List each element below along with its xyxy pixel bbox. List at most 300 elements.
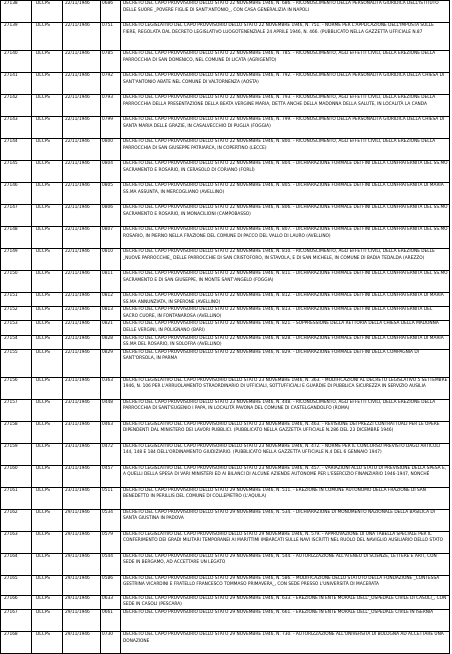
act-type: DLCPS bbox=[36, 117, 51, 122]
table-row bbox=[1, 631, 450, 653]
act-date: 22/11/1946 bbox=[65, 73, 90, 78]
act-number: 0534 bbox=[102, 509, 113, 515]
act-description: DECRETO LEGISLATIVO DEL CAPO PROVVISORIO DELLO STATO 23 NOVEMBRE 1946, N. 363. - MODIFICAZIONI AL DECRETO LEGISLATIVO 5 SETTEMBRE 1946, N. 106 PER L'ARRUOLAMENTO STRAORDINARIO DI UFFICIALI, SOTTUFFICIALI E GUARDIE DI PUBBLICA SICUREZZA IN SERVIZIO AUSILIA bbox=[123, 377, 448, 390]
row-number: 27143 bbox=[4, 117, 18, 122]
act-number-cell bbox=[101, 205, 121, 227]
act-description-cell bbox=[121, 399, 450, 421]
row-number-cell bbox=[1, 183, 32, 205]
act-number: 0457 bbox=[102, 465, 113, 471]
act-date: 22/11/1946 bbox=[65, 227, 90, 232]
act-description: DECRETO DEL CAPO PROVVISORIO DELLO STATO 22 NOVEMBRE 1946, N. 793. - RICONOSCIMENTO, AGLI EFFETTI CIVILI, DELLA EREZIONE DELLA PARROCCHIA DELLA PRESENTAZIONE DELLA BEATA VERGINE MARIA, DETTA ANCHE DELLA MADONNA DELLA SALUTE, IN LOCALITÀ LA CANDA bbox=[123, 95, 436, 107]
act-date: 23/11/1946 bbox=[65, 421, 90, 427]
act-number-cell bbox=[101, 227, 121, 249]
act-date: 29/11/1946 bbox=[65, 531, 90, 537]
row-number: 27145 bbox=[4, 161, 18, 166]
act-description-cell bbox=[121, 377, 450, 399]
act-number-cell bbox=[101, 553, 121, 575]
act-description-cell bbox=[121, 595, 450, 609]
act-type: DLCPS bbox=[36, 335, 51, 341]
act-type-cell bbox=[32, 531, 63, 553]
act-type: DLCPS bbox=[36, 51, 51, 56]
act-number-cell bbox=[101, 271, 121, 293]
act-date: 22/11/1946 bbox=[65, 335, 90, 341]
row-number-cell bbox=[1, 595, 32, 609]
row-number: 27164 bbox=[4, 553, 18, 559]
act-description-cell bbox=[121, 531, 450, 553]
act-description: DECRETO DEL CAPO PROVVISORIO DELLO STATO 22 NOVEMBRE 1946, N. 800. - RICONOSCIMENTO, AGLI EFFETTI CIVILI, DELLA EREZIONE DELLA PARROCCHIA DI SAN GIUSEPPE PATRIARCA, IN COPERTINO (LECCE) bbox=[123, 139, 436, 151]
act-type-cell bbox=[32, 399, 63, 421]
act-number-cell bbox=[101, 51, 121, 73]
act-type-cell bbox=[32, 183, 63, 205]
act-number: 0800 bbox=[102, 139, 113, 144]
act-number-cell bbox=[101, 595, 121, 609]
act-type: DLCPS bbox=[36, 307, 51, 313]
act-number: 0586 bbox=[102, 575, 113, 581]
row-number-cell bbox=[1, 631, 32, 653]
row-number-cell bbox=[1, 553, 32, 575]
act-date-cell bbox=[63, 73, 101, 95]
act-description-cell bbox=[121, 443, 450, 465]
row-number-cell bbox=[1, 377, 32, 399]
row-number-cell bbox=[1, 205, 32, 227]
act-type: DLCPS bbox=[36, 183, 51, 188]
act-number: 0730 bbox=[102, 631, 113, 637]
act-description-cell bbox=[121, 271, 450, 293]
act-description: DECRETO DEL CAPO PROVVISORIO DELLO STATO 22 NOVEMBRE 1946, N. 792. - RICONOSCIMENTO DELLA PERSONALITÀ GIURIDICA DELLA CHIESA DI SANT'ANTONIO ABATE NEL COMUNE DI VALTORNENZA (AOSTA) bbox=[123, 73, 445, 85]
act-date-cell bbox=[63, 51, 101, 73]
row-number: 27151 bbox=[4, 293, 18, 298]
row-number: 27150 bbox=[4, 271, 18, 276]
act-type: DLCPS bbox=[36, 271, 51, 276]
act-date-cell bbox=[63, 161, 101, 183]
act-date: 22/11/1946 bbox=[65, 183, 90, 188]
act-type-cell bbox=[32, 51, 63, 73]
table-row bbox=[1, 595, 450, 609]
act-date-cell bbox=[63, 377, 101, 399]
act-type: DLCPS bbox=[36, 443, 51, 449]
act-number: 0544 bbox=[102, 553, 113, 559]
row-number: 27158 bbox=[4, 421, 18, 427]
table-row bbox=[1, 205, 450, 227]
act-number: 0811 bbox=[102, 271, 113, 276]
act-description: DECRETO DEL CAPO PROVVISORIO DELLO STATO 22 NOVEMBRE 1946, N. 804. - DICHIARAZIONE FORMALE DEI FINI DELLA CONFRATERNITA DEL SS.MO SACRAMENTO E ROSARIO, IN CERASOLO DI CORIANO (FORLÌ) bbox=[123, 161, 448, 173]
act-description: DECRETO DEL CAPO PROVVISORIO DELLO STATO 29 NOVEMBRE 1946, N. 661. - EREZIONE IN ENTE MORALE DELL'_OSPEDALE CIVILE IN ISERNIA bbox=[123, 609, 434, 615]
row-number-cell bbox=[1, 531, 32, 553]
row-number: 27157 bbox=[4, 399, 18, 405]
act-description: DECRETO DEL CAPO PROVVISORIO DELLO STATO 22 NOVEMBRE 1946, N. 812. - DICHIARAZIONE FORMALE DEI FINI DELLA CONFRATERNITA DI MARIA SS.MA ANNUNZIATA, IN SPERONE (AVELLINO) bbox=[123, 293, 444, 305]
act-type: DLCPS bbox=[36, 139, 51, 144]
table-row bbox=[1, 1, 450, 23]
row-number: 27153 bbox=[4, 321, 18, 327]
table-row bbox=[1, 421, 450, 443]
act-date: 29/11/1946 bbox=[65, 631, 90, 637]
table-row bbox=[1, 465, 450, 487]
act-number: 0810 bbox=[102, 249, 113, 254]
act-number: 0511 bbox=[102, 487, 113, 493]
act-number-cell bbox=[101, 321, 121, 335]
act-number: 0806 bbox=[102, 205, 113, 210]
act-date-cell bbox=[63, 349, 101, 377]
table-row bbox=[1, 51, 450, 73]
row-number-cell bbox=[1, 23, 32, 51]
act-description-cell bbox=[121, 1, 450, 23]
act-description-cell bbox=[121, 631, 450, 653]
act-description-cell bbox=[121, 205, 450, 227]
row-number: 27167 bbox=[4, 609, 18, 615]
act-type-cell bbox=[32, 377, 63, 399]
act-date-cell bbox=[63, 609, 101, 631]
act-description-cell bbox=[121, 609, 450, 631]
act-type: DLCPS bbox=[36, 377, 51, 383]
act-description-cell bbox=[121, 509, 450, 531]
row-number: 27162 bbox=[4, 509, 18, 515]
act-type: DLCPS bbox=[36, 575, 51, 581]
act-description: DECRETO DEL CAPO PROVVISORIO DELLO STATO 22 NOVEMBRE 1946, N. 686. - RICONOSCIMENTO DELLA PERSONALITÀ GIURIDICA DELL'ISTITUTO DELLE SUORE _POVERE FIGLIE DI SANT'ANTONIO_, CON CASA GENERALIZIA IN NAPOLI bbox=[123, 1, 439, 13]
table-row bbox=[1, 249, 450, 271]
row-number-cell bbox=[1, 73, 32, 95]
table-row bbox=[1, 509, 450, 531]
act-description: DECRETO DEL CAPO PROVVISORIO DELLO STATO 29 NOVEMBRE 1946, N. 730. - AUTORIZZAZIONE ALL'UNIVERSITÀ DI BOLOGNA AD ACCETTARE UNA DONAZIONE bbox=[123, 631, 444, 644]
act-description-cell bbox=[121, 421, 450, 443]
act-number-cell bbox=[101, 249, 121, 271]
act-type: DLCPS bbox=[36, 349, 51, 355]
act-date-cell bbox=[63, 421, 101, 443]
act-type-cell bbox=[32, 161, 63, 183]
table-row bbox=[1, 183, 450, 205]
row-number: 27148 bbox=[4, 227, 18, 232]
act-number: 0821 bbox=[102, 321, 113, 327]
act-description: DECRETO DEL CAPO PROVVISORIO DELLO STATO 29 NOVEMBRE 1946, N. 633. - EREZIONE IN ENTE MORALE DELL'_OSPEDALE CIVILE DI CASOLI_, CON SEDE IN CASOLI (PESCARA) bbox=[123, 595, 447, 608]
act-number-cell bbox=[101, 23, 121, 51]
act-type-cell bbox=[32, 349, 63, 377]
act-number: 0463 bbox=[102, 421, 113, 427]
act-description-cell bbox=[121, 73, 450, 95]
act-date-cell bbox=[63, 487, 101, 509]
act-type-cell bbox=[32, 609, 63, 631]
table-row bbox=[1, 487, 450, 509]
act-type-cell bbox=[32, 117, 63, 139]
act-date: 23/11/1946 bbox=[65, 399, 90, 405]
act-description: DECRETO DEL CAPO PROVVISORIO DELLO STATO 22 NOVEMBRE 1946, N. 785. - RICONOSCIMENTO, AGLI EFFETTI CIVILI, DELLA EREZIONE DELLA PARROCCHIA DI SAN DOMENICO, NEL COMUNE DI LICATA (AGRIGENTO) bbox=[123, 51, 436, 63]
act-number-cell bbox=[101, 631, 121, 653]
row-number: 27144 bbox=[4, 139, 18, 144]
act-description: DECRETO DEL CAPO PROVVISORIO DELLO STATO 29 NOVEMBRE 1946, N. 534. - DICHIARAZIONE DI MONUMENTO NAZIONALE DELLA BASILICA DI SANTA GIUSTINA IN PADOVA bbox=[123, 509, 435, 522]
act-description-cell bbox=[121, 487, 450, 509]
act-date-cell bbox=[63, 139, 101, 161]
act-description-cell bbox=[121, 575, 450, 595]
row-number: 27165 bbox=[4, 575, 18, 581]
act-date-cell bbox=[63, 595, 101, 609]
table-row bbox=[1, 227, 450, 249]
row-number: 27147 bbox=[4, 205, 18, 210]
act-number-cell bbox=[101, 117, 121, 139]
act-number: 0579 bbox=[102, 531, 113, 537]
row-number-cell bbox=[1, 249, 32, 271]
act-date: 22/11/1946 bbox=[65, 349, 90, 355]
act-date: 22/11/1946 bbox=[65, 51, 90, 56]
act-date: 22/11/1946 bbox=[65, 139, 90, 144]
row-number: 27154 bbox=[4, 335, 18, 341]
act-description-cell bbox=[121, 183, 450, 205]
row-number: 27156 bbox=[4, 377, 18, 383]
row-number: 27160 bbox=[4, 465, 18, 471]
act-date-cell bbox=[63, 227, 101, 249]
act-number: 0799 bbox=[102, 117, 113, 122]
act-description-cell bbox=[121, 95, 450, 117]
act-type: DLCPS bbox=[36, 227, 51, 232]
act-description-cell bbox=[121, 139, 450, 161]
row-number: 27138 bbox=[4, 1, 18, 6]
act-type-cell bbox=[32, 487, 63, 509]
act-date: 23/11/1946 bbox=[65, 465, 90, 471]
act-number-cell bbox=[101, 161, 121, 183]
row-number: 27152 bbox=[4, 307, 18, 313]
act-date-cell bbox=[63, 205, 101, 227]
act-description: DECRETO DEL CAPO PROVVISORIO DELLO STATO 22 NOVEMBRE 1946, N. 821. - SOPPRESSIONE DELLA RETTORIA DELLA CHIESA DELLA MADONNA DELLE VERGINI, IN POLIGNANO (BARI) bbox=[123, 321, 439, 333]
row-number-cell bbox=[1, 509, 32, 531]
act-description-cell bbox=[121, 161, 450, 183]
act-date-cell bbox=[63, 335, 101, 349]
act-type: DLCPS bbox=[36, 1, 51, 6]
row-number-cell bbox=[1, 139, 32, 161]
act-description: DECRETO DEL CAPO PROVVISORIO DELLO STATO 22 NOVEMBRE 1946, N. 805. - DICHIARAZIONE FORMALE DEI FINI DELLA CONFRATERNITA DI MARIA SS.MA ASSUNTA, IN MERCOGLIANO (AVELLINO) bbox=[123, 183, 444, 195]
act-description: DECRETO DEL CAPO PROVVISORIO DELLO STATO 22 NOVEMBRE 1946, N. 813. - DICHIARAZIONE FORMALE DEI FINI DELLA CONFRATERNITA DEL SACRO CUORE, IN FONTANAROSA (AVELLINO) bbox=[123, 307, 433, 319]
act-type: DLCPS bbox=[36, 399, 51, 405]
act-date: 22/11/1946 bbox=[65, 307, 90, 313]
act-type-cell bbox=[32, 307, 63, 321]
act-number: 0633 bbox=[102, 595, 113, 601]
act-date: 23/11/1946 bbox=[65, 377, 90, 383]
act-date-cell bbox=[63, 575, 101, 595]
act-date-cell bbox=[63, 399, 101, 421]
act-type: DLCPS bbox=[36, 293, 51, 298]
act-description: DECRETO LEGISLATIVO DEL CAPO PROVVISORIO DELLO STATO 23 NOVEMBRE 1946, N. 463. - REVISIONE DEI PREZZI CONTRATTUALI PER LE OPERE DIPENDENTI DAL MINISTERO DEI LAVORI PUBBLICI. (PUBBLICATO NELLA GAZZETTA UFFICIALE N.286 DEL 23 DICEMBRE 1946) bbox=[123, 421, 440, 434]
act-type: DLCPS bbox=[36, 321, 51, 327]
act-description: DECRETO DEL CAPO PROVVISORIO DELLO STATO 29 NOVEMBRE 1946, N. 586. - MODIFICAZIONE DELLO STATUTO DELLA FONDAZIONE _CONTESSA GESTRINA VICARDINI E FRATELLO FRANCESCO TOMMASO PRIMAVERA_, CON SEDE PRESSO L'UNIVERSITÀ DI MACERATA bbox=[123, 575, 440, 588]
act-date-cell bbox=[63, 95, 101, 117]
act-date: 22/11/1946 bbox=[65, 321, 90, 327]
table-row bbox=[1, 575, 450, 595]
act-type-cell bbox=[32, 465, 63, 487]
row-number-cell bbox=[1, 399, 32, 421]
act-type-cell bbox=[32, 227, 63, 249]
row-number: 27142 bbox=[4, 95, 18, 100]
act-description: DECRETO DEL CAPO PROVVISORIO DELLO STATO 22 NOVEMBRE 1946, N. 806. - DICHIARAZIONE FORMALE DEI FINI DELLA CONFRATERNITA DEL SS.MO SACRAMENTO E ROSARIO, IN MONACILIONI (CAMPOBASSO) bbox=[123, 205, 448, 217]
act-description-cell bbox=[121, 465, 450, 487]
act-date: 22/11/1946 bbox=[65, 117, 90, 122]
act-date-cell bbox=[63, 293, 101, 307]
act-type-cell bbox=[32, 553, 63, 575]
act-type-cell bbox=[32, 1, 63, 23]
row-number: 27141 bbox=[4, 73, 18, 78]
act-description-cell bbox=[121, 293, 450, 307]
act-number: 0751 bbox=[102, 23, 113, 28]
act-type-cell bbox=[32, 631, 63, 653]
act-date-cell bbox=[63, 117, 101, 139]
table-row bbox=[1, 399, 450, 421]
row-number-cell bbox=[1, 307, 32, 321]
act-number: 0363 bbox=[102, 377, 113, 383]
act-date: 22/11/1946 bbox=[65, 95, 90, 100]
act-type: DLCPS bbox=[36, 531, 51, 537]
act-number-cell bbox=[101, 443, 121, 465]
act-description: DECRETO LEGISLATIVO DEL CAPO PROVVISORIO DELLO STATO 23 NOVEMBRE 1946, N. 472. - NORME PER IL CONCORSO PREVISTO DAGLI ARTICOLI 144, 148 E 184 DELL'ORDINAMENTO GIUDIZIARIO. (PUBBLICATO NELLA GAZZETTA UFFICIALE N.4 DEL 6 GENNAIO 1947) bbox=[123, 443, 441, 456]
act-type: DLCPS bbox=[36, 73, 51, 78]
row-number-cell bbox=[1, 227, 32, 249]
act-type-cell bbox=[32, 293, 63, 307]
act-date-cell bbox=[63, 271, 101, 293]
act-description-cell bbox=[121, 249, 450, 271]
row-number-cell bbox=[1, 443, 32, 465]
act-number-cell bbox=[101, 349, 121, 377]
act-type: DLCPS bbox=[36, 465, 51, 471]
act-number-cell bbox=[101, 465, 121, 487]
act-description: DECRETO DEL CAPO PROVVISORIO DELLO STATO 22 NOVEMBRE 1946, N. 811. - DICHIARAZIONE FORMALE DEI FINI DELLA CONFRATERNITA DEL SS.MO SACRAMENTO E DI SAN GIUSEPPE, IN MONTE SANT'ANGELO (FOGGIA) bbox=[123, 271, 448, 283]
act-date-cell bbox=[63, 553, 101, 575]
table-row bbox=[1, 349, 450, 377]
act-description: DECRETO DEL CAPO PROVVISORIO DELLO STATO 23 NOVEMBRE 1946, N. 448. - RICONOSCIMENTO, AGLI EFFETTI CIVILI, DELLA EREZIONE DELLA PARROCCHIA DI SANT'EUGENIO I PAPA, IN LOCALITÀ PAVONA DEL COMUNE DI CASTELGANDOLFO (ROMA) bbox=[123, 399, 436, 412]
act-type: DLCPS bbox=[36, 421, 51, 427]
act-type: DLCPS bbox=[36, 205, 51, 210]
act-date: 22/11/1946 bbox=[65, 271, 90, 276]
act-date: 29/11/1946 bbox=[65, 575, 90, 581]
act-description: DECRETO LEGISLATIVO DEL CAPO PROVVISORIO DELLO STATO 23 NOVEMBRE 1946, N. 457. - VARIAZIONI ALLO STATO DI PREVISIONE DELLA SPESA E, A QUELLI DELLA SPESA DI VARI MINISTERI ED AI BILANCI DI ALCUNE AZIENDE AUTONOME PER L'ESERCIZIO FINANZIARIO 1946-1947, NONCHÉ bbox=[123, 465, 447, 478]
table-row bbox=[1, 553, 450, 575]
act-number-cell bbox=[101, 139, 121, 161]
row-number-cell bbox=[1, 161, 32, 183]
act-date: 22/11/1946 bbox=[65, 161, 90, 166]
act-type-cell bbox=[32, 575, 63, 595]
act-number-cell bbox=[101, 399, 121, 421]
row-number-cell bbox=[1, 335, 32, 349]
act-number: 0829 bbox=[102, 349, 113, 355]
act-description: DECRETO DEL CAPO PROVVISORIO DELLO STATO 22 NOVEMBRE 1946, N. 810. - RICONOSCIMENTO, AGLI EFFETTI CIVILI, DELLA EREZIONE DELLE _NUOVE PARROCCHIE_ DELLE PARROCCHIE DI SAN CRISTOFORO, IN STAVOLA, E DI SAN MICHELE, IN COMUNE DI BADIA TEDALDA (AREZZO) bbox=[123, 249, 435, 261]
act-number: 0448 bbox=[102, 399, 113, 405]
act-number-cell bbox=[101, 421, 121, 443]
act-description: DECRETO LEGISLATIVO DEL CAPO PROVVISORIO DELLO STATO 22 NOVEMBRE 1946, N. 751. - NORME PER L'APPLICAZIONE DELL'IMPOSTA SULLE FIERE, REGOLATA DAL DECRETO LEGISLATIVO LUOGOTENENZIALE 24 APRILE 1946, N. 466. (PUBBLICATO NELLA GAZZETTA UFFICIALE N.87 bbox=[123, 23, 434, 35]
decree-table-body bbox=[1, 1, 450, 654]
act-date-cell bbox=[63, 307, 101, 321]
act-type: DLCPS bbox=[36, 487, 51, 493]
act-number-cell bbox=[101, 609, 121, 631]
act-description-cell bbox=[121, 51, 450, 73]
act-type-cell bbox=[32, 443, 63, 465]
act-type-cell bbox=[32, 421, 63, 443]
row-number: 27159 bbox=[4, 443, 18, 449]
act-number: 0807 bbox=[102, 227, 113, 232]
row-number-cell bbox=[1, 321, 32, 335]
act-date: 22/11/1946 bbox=[65, 23, 90, 28]
row-number-cell bbox=[1, 575, 32, 595]
act-number-cell bbox=[101, 95, 121, 117]
act-number: 0661 bbox=[102, 609, 113, 615]
act-date-cell bbox=[63, 23, 101, 51]
act-number: 0812 bbox=[102, 293, 113, 298]
table-row bbox=[1, 271, 450, 293]
row-number-cell bbox=[1, 421, 32, 443]
act-date-cell bbox=[63, 183, 101, 205]
act-type: DLCPS bbox=[36, 631, 51, 637]
row-number: 27155 bbox=[4, 349, 18, 355]
act-date-cell bbox=[63, 443, 101, 465]
act-number-cell bbox=[101, 293, 121, 307]
act-description: DECRETO DEL CAPO PROVVISORIO DELLO STATO 22 NOVEMBRE 1946, N. 799. - RICONOSCIMENTO DELLA PERSONALITÀ GIURIDICA DELLA CHIESA DI SANTA MARIA DELLE GRAZIE, IN CASALVECCHIO DI PUGLIA (FOGGIA) bbox=[123, 117, 445, 129]
act-type-cell bbox=[32, 509, 63, 531]
act-type-cell bbox=[32, 205, 63, 227]
act-description-cell bbox=[121, 307, 450, 321]
row-number-cell bbox=[1, 117, 32, 139]
act-description-cell bbox=[121, 227, 450, 249]
table-row bbox=[1, 609, 450, 631]
row-number-cell bbox=[1, 487, 32, 509]
row-number-cell bbox=[1, 271, 32, 293]
act-description: DECRETO DEL CAPO PROVVISORIO DELLO STATO 22 NOVEMBRE 1946, N. 828. - DICHIARAZIONE FORMALE DEI FINI DELLA CONFRATERNITA DI MARIA SS.MA DEL ROSARIO, IN SOLOFRA (AVELLINO) bbox=[123, 335, 444, 348]
table-row bbox=[1, 531, 450, 553]
table-row bbox=[1, 161, 450, 183]
act-number-cell bbox=[101, 575, 121, 595]
act-type-cell bbox=[32, 249, 63, 271]
act-type: DLCPS bbox=[36, 161, 51, 166]
act-type: DLCPS bbox=[36, 595, 51, 601]
table-row bbox=[1, 377, 450, 399]
table-row bbox=[1, 307, 450, 321]
act-date: 22/11/1946 bbox=[65, 293, 90, 298]
row-number: 27146 bbox=[4, 183, 18, 188]
row-number-cell bbox=[1, 609, 32, 631]
table-row bbox=[1, 335, 450, 349]
act-number: 0813 bbox=[102, 307, 113, 313]
act-date-cell bbox=[63, 465, 101, 487]
row-number: 27139 bbox=[4, 23, 18, 28]
row-number-cell bbox=[1, 349, 32, 377]
act-description-cell bbox=[121, 321, 450, 335]
act-date-cell bbox=[63, 1, 101, 23]
act-date: 29/11/1946 bbox=[65, 609, 90, 615]
act-number: 0805 bbox=[102, 183, 113, 188]
act-date-cell bbox=[63, 321, 101, 335]
act-date: 29/11/1946 bbox=[65, 509, 90, 515]
act-number-cell bbox=[101, 509, 121, 531]
act-number-cell bbox=[101, 1, 121, 23]
act-number: 0785 bbox=[102, 51, 113, 56]
table-row bbox=[1, 443, 450, 465]
act-date: 23/11/1946 bbox=[65, 443, 90, 449]
act-number-cell bbox=[101, 73, 121, 95]
act-description: DECRETO DEL CAPO PROVVISORIO DELLO STATO 22 NOVEMBRE 1946, N. 807. - DICHIARAZIONE FORMALE DEI FINI DELLA CONFRATERNITA DEL SS.MO ROSARIO, IN PIERNO NELLA FRAZIONE DEL COMUNE DI PACCO DEL VALLO DI LAURO (AVELLINO) bbox=[123, 227, 448, 239]
act-number: 0472 bbox=[102, 443, 113, 449]
row-number-cell bbox=[1, 1, 32, 23]
act-date: 22/11/1946 bbox=[65, 1, 90, 6]
act-description-cell bbox=[121, 349, 450, 377]
act-date-cell bbox=[63, 249, 101, 271]
table-row bbox=[1, 321, 450, 335]
row-number-cell bbox=[1, 51, 32, 73]
row-number: 27140 bbox=[4, 51, 18, 56]
act-date: 22/11/1946 bbox=[65, 205, 90, 210]
act-type: DLCPS bbox=[36, 553, 51, 559]
act-description: DECRETO DEL CAPO PROVVISORIO DELLO STATO 29 NOVEMBRE 1946, N. 544. - AUTORIZZAZIONE ALL'ATENEO DI SCIENZE, LETTERE E ARTI, CON SEDE IN BERGAMO, AD ACCETTARE UN LEGATO bbox=[123, 553, 437, 566]
row-number-cell bbox=[1, 465, 32, 487]
act-type: DLCPS bbox=[36, 509, 51, 515]
act-date: 22/11/1946 bbox=[65, 249, 90, 254]
act-number-cell bbox=[101, 335, 121, 349]
row-number: 27149 bbox=[4, 249, 18, 254]
act-number-cell bbox=[101, 307, 121, 321]
table-row bbox=[1, 95, 450, 117]
act-type-cell bbox=[32, 73, 63, 95]
act-description-cell bbox=[121, 117, 450, 139]
row-number: 27168 bbox=[4, 631, 18, 637]
